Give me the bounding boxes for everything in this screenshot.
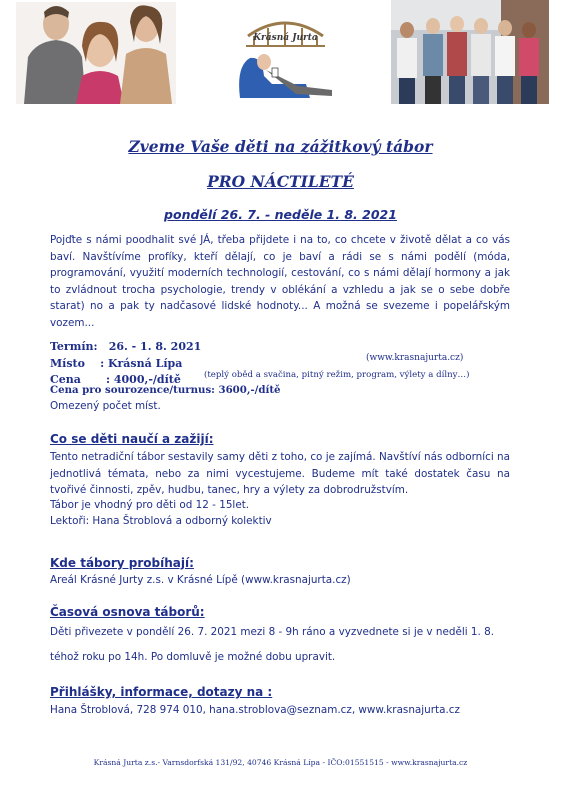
lecturers: Lektoři: Hana Štroblová a odborný kolektiv	[50, 515, 272, 527]
section-learn-text: Tento netradiční tábor sestavily samy děti z toho, co je zajímá. Navštíví nás odborníci na jednotlivá témata, nebo za nimi vycestujeme. Budeme mít také dostatek času na tvořivé činnosti, zpěv, hudbu, tanec, hry a výlety za dobrodružstvím.	[50, 451, 510, 496]
sibling-price: Cena pro sourozence/turnus: 3600,-/dítě	[50, 384, 281, 396]
section-where-text: Areál Krásné Jurty z.s. v Krásné Lípě (www.krasnajurta.cz)	[50, 574, 351, 586]
title-line-2: PRO NÁCTILETÉ	[207, 172, 354, 191]
price-note: (teplý oběd a svačina, pitný režim, program, výlety a dílny…)	[204, 370, 470, 380]
footer: Krásná Jurta z.s.- Varnsdorfská 131/92, 40746 Krásná Lípa - IČO:01551515 - www.krasnajurta.cz	[93, 758, 468, 767]
place-label: Místo	[50, 357, 85, 370]
title-line-1: Zveme Vaše děti na zážitkový tábor	[128, 137, 433, 156]
age-range: Tábor je vhodný pro děti od 12 - 15let.	[50, 499, 250, 511]
logo-text: Krásná Jurta	[253, 33, 318, 43]
section-where-heading: Kde tábory probíhají:	[50, 556, 194, 570]
schedule-line-2: téhož roku po 14h. Po domluvě je možné dobu upravit.	[50, 651, 336, 663]
term-label: Termín:	[50, 340, 98, 353]
teens-group-photo	[391, 0, 549, 104]
krasna-jurta-logo	[228, 6, 343, 112]
contact-text: Hana Štroblová, 728 974 010, hana.stroblova@seznam.cz, www.krasnajurta.cz	[50, 704, 460, 716]
place-web: (www.krasnajurta.cz)	[366, 353, 464, 363]
camp-dates: pondělí 26. 7. - neděle 1. 8. 2021	[164, 207, 397, 222]
section-contact-heading: Přihlášky, informace, dotazy na :	[50, 685, 273, 699]
place-value: : Krásná Lípa	[100, 357, 183, 370]
price-value: : 4000,-/dítě	[105, 373, 181, 386]
intro-paragraph: Pojďte s námi poodhalit své JÁ, třeba přijdete i na to, co chcete v životě dělat a co vás baví. Navštívíme profíky, kteří dělají, co je baví a rádi se s námi podělí (móda, programování, využití moderních technologií, cestování, co s námi dělají hormony a jak to zvládnout trocha psychologie, trendy v oblékání a vzhledu a jak se o sebe dobře starat) no a pak ty nadčasové lidské hodnoty... A možná se svezeme i popelářským vozem...	[50, 234, 510, 329]
price-label: Cena	[50, 373, 81, 386]
schedule-line-1: Děti přivezete v pondělí 26. 7. 2021 mezi 8 - 9h ráno a vyzvednete si je v neděli 1. 8.	[50, 626, 495, 638]
section-schedule-heading: Časová osnova táborů:	[50, 605, 205, 619]
section-learn-heading: Co se děti naučí a zažijí:	[50, 432, 214, 446]
term-value: 26. - 1. 8. 2021	[108, 340, 202, 353]
limited-places: Omezený počet míst.	[50, 400, 161, 412]
teen-parents-photo	[16, 2, 176, 104]
